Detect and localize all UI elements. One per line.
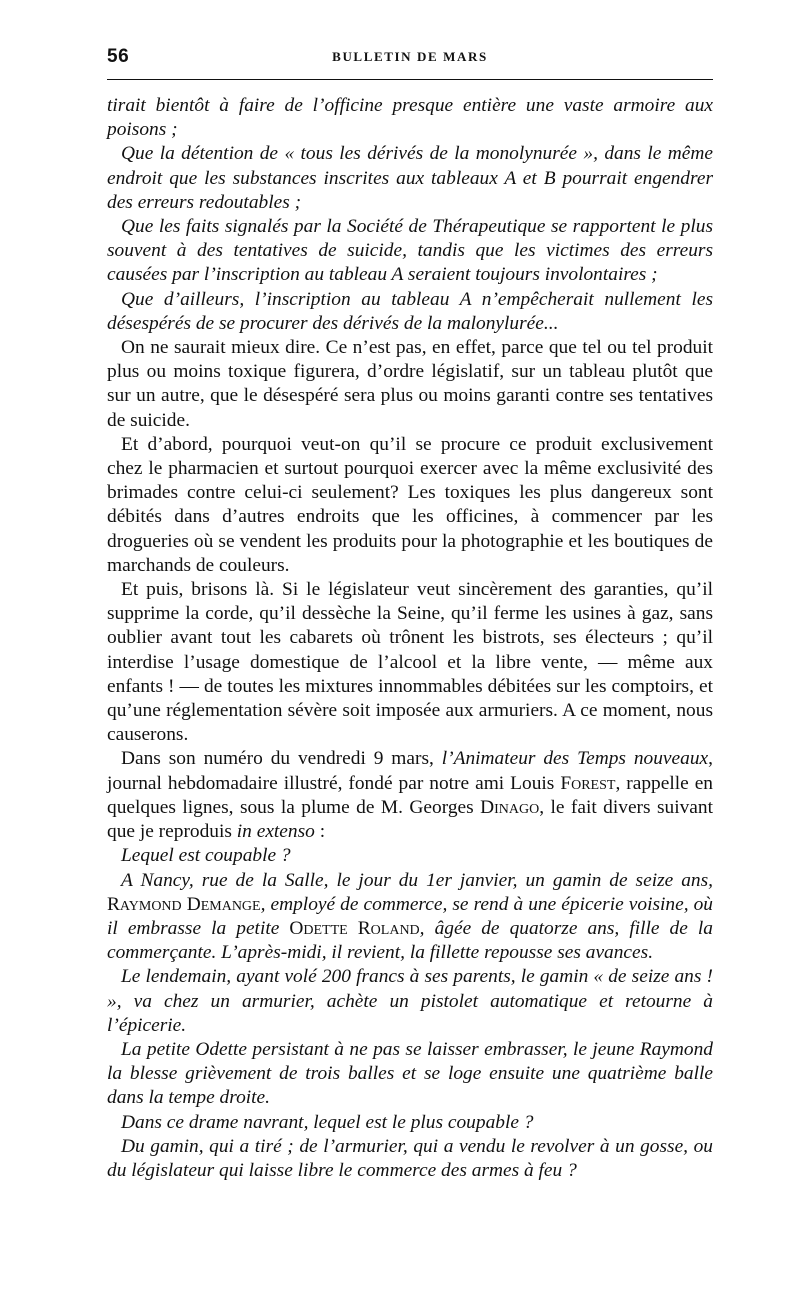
paragraph-5: On ne saurait mieux dire. Ce n’est pas, en effet, parce que tel ou tel produit plus ou moins toxique figurera, d’ordre législatif, sur un tableau plutôt que sur un autre, que le désespéré sera plus ou moins garanti contre ses tentatives de suicide. — [107, 337, 713, 431]
paragraph-10-text-b: , employé de commerce, se rend à une épicerie voisine, où il embrasse la petite — [107, 893, 713, 939]
paragraph-8-text-a: Dans son numéro du vendredi 9 mars, — [121, 748, 442, 770]
paragraph-10 — [107, 869, 713, 966]
person-name-roland: Odette Roland — [289, 917, 420, 939]
paragraph-12: La petite Odette persistant à ne pas se laisser embrasser, le jeune Raymond la blesse grièvement de trois balles et se loge ensuite une quatrième balle dans la tempe droite. — [107, 1038, 713, 1109]
paragraph-8-text-b: , journal hebdomadaire illustré, fondé par notre ami Louis — [107, 748, 713, 794]
journal-title: l’Animateur des Temps nouveaux — [441, 748, 709, 770]
paragraph-8-text-d: , le fait divers suivant que je reproduis — [107, 796, 713, 843]
paragraph-10-text-a: A Nancy, rue de la Salle, le jour du 1er janvier, un gamin de seize ans, — [121, 869, 713, 891]
running-title: BULLETIN DE MARS — [332, 49, 488, 64]
paragraph-9: Lequel est coupable ? — [121, 845, 291, 867]
latin-phrase: in extenso — [236, 821, 315, 843]
paragraph-8 — [107, 747, 713, 844]
paragraph-1: tirait bientôt à faire de l’officine presque entière une vaste armoire aux poisons ; — [107, 95, 713, 141]
paragraph-4: Que d’ailleurs, l’inscription au tableau A n’empêcherait nullement les désespérés de se procurer des dérivés de la malonylurée... — [107, 288, 713, 334]
page-header — [107, 46, 713, 70]
header-rule — [107, 79, 713, 80]
body-text — [107, 94, 713, 1183]
paragraph-3: Que les faits signalés par la Société de Thérapeutique se rapportent le plus souvent à des tentatives de suicide, tandis que les victimes des erreurs causées par l’inscription au tableau A seraient toujours involontaires ; — [107, 216, 713, 286]
page-number: 56 — [107, 46, 130, 67]
paragraph-7: Et puis, brisons là. Si le législateur veut sincèrement des garanties, qu’il supprime la corde, qu’il dessèche la Seine, qu’il ferme les usines à gaz, sans oublier avant tout les cabarets où trônent les bistrots, ses électeurs ; qu’il interdise l’usage domestique de l’alcool et la libre vente, — même aux enfants ! — de toutes les mixtures innommables débitées sur les comptoirs, et qu’une réglementation sévère soit imposée aux armuriers. A ce moment, nous causerons. — [107, 579, 713, 746]
paragraph-8-text-e: : — [314, 821, 326, 843]
person-name-dinago: Dinago — [480, 796, 540, 818]
paragraph-11: Le lendemain, ayant volé 200 francs à ses parents, le gamin « de seize ans ! », va chez un armurier, achète un pistolet automatique et retourne à l’épicerie. — [107, 966, 713, 1036]
paragraph-2: Que la détention de « tous les dérivés de la monolynurée », dans le même endroit que les substances inscrites aux tableaux A et B pourrait engendrer des erreurs redoutables ; — [107, 143, 713, 213]
paragraph-6: Et d’abord, pourquoi veut-on qu’il se procure ce produit exclusivement chez le pharmacien et surtout pourquoi exercer avec la même exclusivité des brimades contre celui-ci seulement? Les toxiques les plus dangereux sont débités dans d’autres endroits que les officines, à commencer par les drogueries où se vendent les produits pour la photographie et les boutiques de marchands de couleurs. — [107, 433, 713, 576]
person-name-demange: Raymond Demange — [107, 893, 261, 915]
paragraph-10-text-c: , âgée de quatorze ans, fille de la commerçante. L’après-midi, il revient, la fillette repousse ses avances. — [107, 917, 713, 964]
paragraph-14: Du gamin, qui a tiré ; de l’armurier, qui a vendu le revolver à un gosse, ou du législateur qui laisse libre le commerce des armes à feu ? — [107, 1135, 713, 1181]
paragraph-8-text-c: , rappelle en quelques lignes, sous la plume de M. Georges — [107, 772, 713, 818]
paragraph-13: Dans ce drame navrant, lequel est le plus coupable ? — [121, 1111, 534, 1133]
person-name-forest: Forest — [560, 772, 616, 794]
